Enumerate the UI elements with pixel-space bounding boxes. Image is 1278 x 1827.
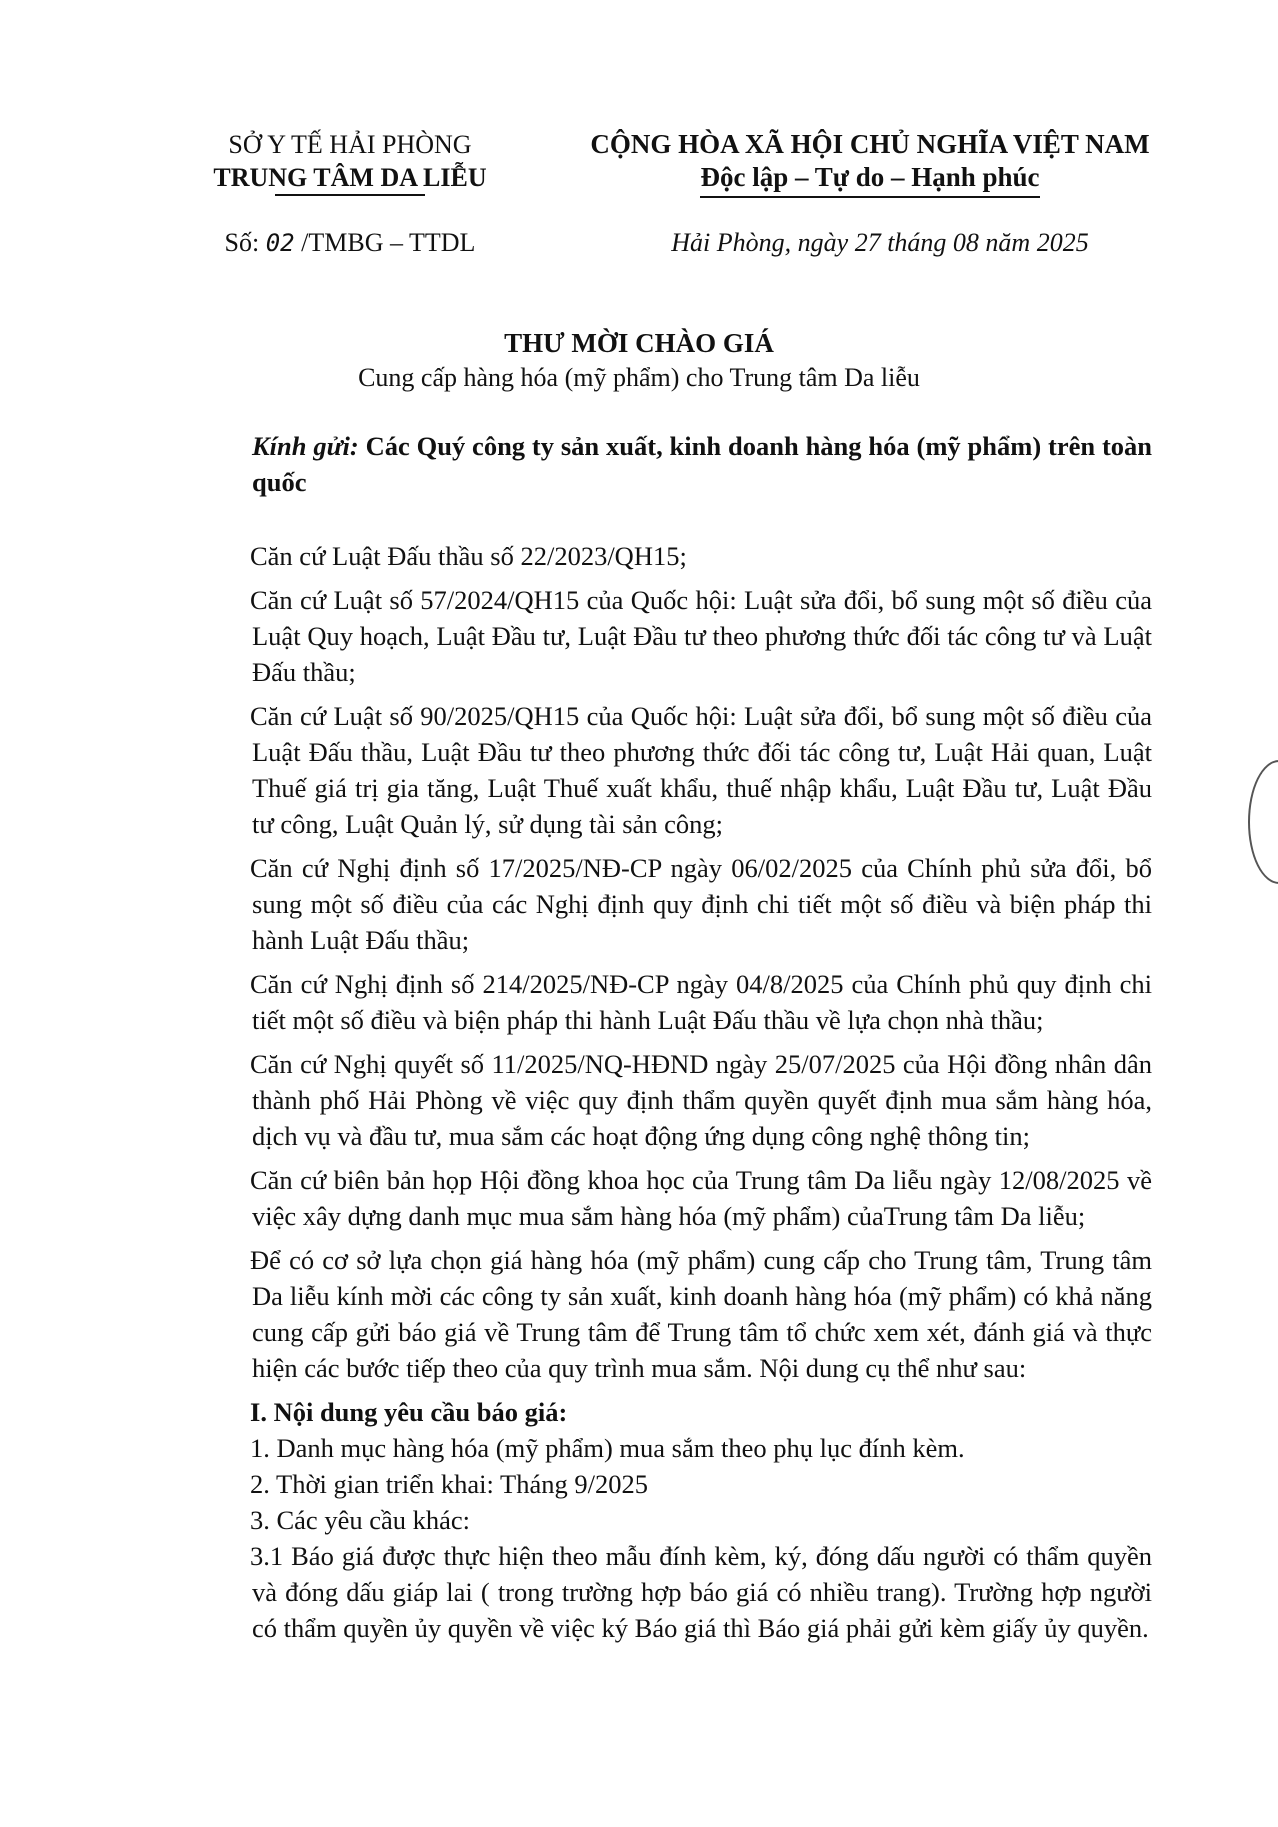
document-number [170,228,530,258]
legal-basis-5: Căn cứ Nghị định số 214/2025/NĐ-CP ngày 04/8/2025 của Chính phủ quy định chi tiết một số điều và biện pháp thi hành Luật Đấu thầu về lựa chọn nhà thầu; [250,969,1152,1035]
legal-basis-7: Căn cứ biên bản họp Hội đồng khoa học của Trung tâm Da liễu ngày 12/08/2025 về việc xây dựng danh mục mua sắm hàng hóa (mỹ phẩm) củaTrung tâm Da liễu; [250,1165,1152,1231]
nation-name: CỘNG HÒA XÃ HỘI CHỦ NGHĨA VIỆT NAM [590,129,1150,159]
doc-number-handwritten: 02 [265,229,295,257]
recipient-label: Kính gửi: [252,431,359,461]
document-subtitle: Cung cấp hàng hóa (mỹ phẩm) cho Trung tâm Da liễu [358,363,920,392]
issuing-organization [170,128,530,196]
place-date: Hải Phòng, ngày 27 tháng 08 năm 2025 [671,228,1089,257]
recipient-text: Các Quý công ty sản xuất, kinh doanh hàng hóa (mỹ phẩm) trên toàn quốc [252,431,1153,497]
section-1-item-3: 3. Các yêu cầu khác: [250,1505,470,1535]
section-1-item-1: 1. Danh mục hàng hóa (mỹ phẩm) mua sắm theo phụ lục đính kèm. [250,1433,965,1463]
legal-basis-2: Căn cứ Luật số 57/2024/QH15 của Quốc hội: Luật sửa đổi, bổ sung một số điều của Luật Quy hoạch, Luật Đầu tư, Luật Đầu tư theo phương thức đối tác công tư và Luật Đấu thầu; [250,585,1152,687]
intro-paragraph: Để có cơ sở lựa chọn giá hàng hóa (mỹ phẩm) cung cấp cho Trung tâm, Trung tâm Da liễu kính mời các công ty sản xuất, kinh doanh hàng hóa (mỹ phẩm) có khả năng cung cấp gửi báo giá về Trung tâm để Trung tâm tổ chức xem xét, đánh giá và thực hiện các bước tiếp theo của quy trình mua sắm. Nội dung cụ thể như sau: [250,1245,1152,1383]
legal-basis-3: Căn cứ Luật số 90/2025/QH15 của Quốc hội: Luật sửa đổi, bổ sung một số điều của Luật Đấu thầu, Luật Đầu tư theo phương thức đối tác công tư, Luật Hải quan, Luật Thuế giá trị gia tăng, Luật Thuế xuất khẩu, thuế nhập khẩu, Luật Đầu tư, Luật Đầu tư công, Luật Quản lý, sử dụng tài sản công; [250,701,1152,839]
section-1-item-2: 2. Thời gian triển khai: Tháng 9/2025 [250,1469,648,1499]
org-parent: SỞ Y TẾ HẢI PHÒNG [228,130,472,159]
org-name: TRUNG TÂM DA LIỄU [213,163,487,192]
national-motto: Độc lập – Tự do – Hạnh phúc [700,161,1039,198]
document-body [252,428,1152,1646]
org-underline [275,194,425,196]
section-1-sub-item-3-1: 3.1 Báo giá được thực hiện theo mẫu đính kèm, ký, đóng dấu người có thẩm quyền và đóng dấu giáp lai ( trong trường hợp báo giá có nhiều trang). Trường hợp người có thẩm quyền ủy quyền về việc ký Báo giá thì Báo giá phải gửi kèm giấy ủy quyền. [250,1541,1152,1643]
document-title: THƯ MỜI CHÀO GIÁ [504,328,774,358]
legal-basis-6: Căn cứ Nghị quyết số 11/2025/NQ-HĐND ngày 25/07/2025 của Hội đồng nhân dân thành phố Hải Phòng về việc quy định thẩm quyền quyết định mua sắm hàng hóa, dịch vụ và đầu tư, mua sắm các hoạt động ứng dụng công nghệ thông tin; [250,1049,1152,1151]
legal-basis-1: Căn cứ Luật Đấu thầu số 22/2023/QH15; [250,541,687,571]
national-heading [560,128,1180,198]
legal-basis-4: Căn cứ Nghị định số 17/2025/NĐ-CP ngày 06/02/2025 của Chính phủ sửa đổi, bổ sung một số điều của các Nghị định quy định chi tiết một số điều và biện pháp thi hành Luật Đấu thầu; [250,853,1152,955]
stamp-fragment [1248,760,1278,884]
doc-number-suffix: /TMBG – TTDL [301,228,476,257]
section-1-heading: I. Nội dung yêu cầu báo giá: [250,1397,568,1427]
recipient-line [252,428,1152,500]
doc-number-prefix: Số: [224,228,260,257]
